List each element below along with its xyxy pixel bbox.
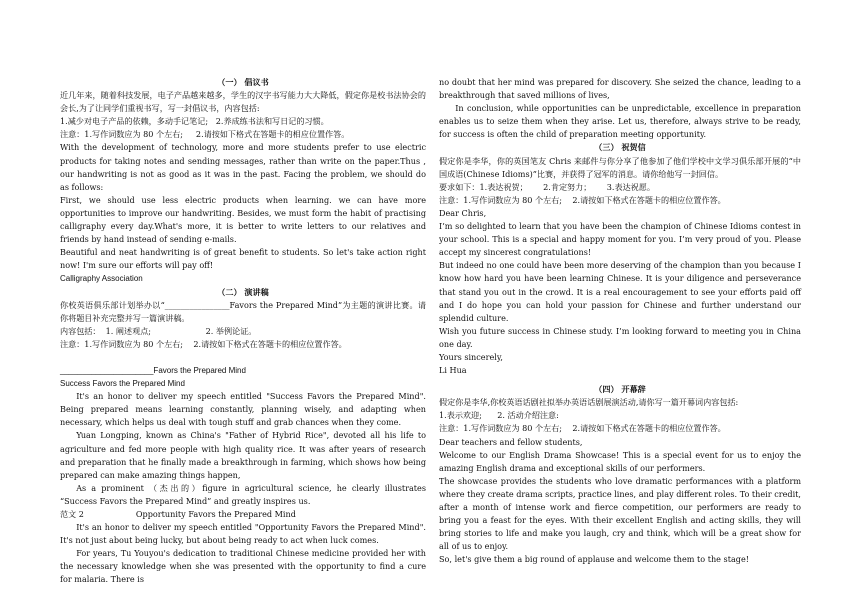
- note-1: 1.写作词数应为 80 个左右;: [463, 423, 563, 434]
- letter-signature: Li Hua: [439, 365, 467, 376]
- opening-salutation: Dear teachers and fellow students,: [439, 436, 583, 447]
- content-2: 2. 举例论证。: [205, 325, 257, 336]
- section-1-signature: Calligraphy Association: [60, 274, 143, 284]
- section-2-prompt: 你校英语俱乐部计划举办以“________________Favors the Prepared Mind”为主题的演讲比赛。请你将题目补充完整并写一篇演讲稿。: [60, 299, 426, 323]
- note-label: 注意：: [60, 338, 85, 349]
- section-1-para-1: With the development of technology, more and more students prefer to use electric products for taking notes and sending messages, rather than write on the paper.Thus , our handwriting is not as good as it was in the past. Facing the problem, we should do as follows:: [60, 142, 426, 192]
- section-1-points: [60, 115, 426, 128]
- sample-label: 范文 2: [60, 509, 84, 519]
- sample-title: Opportunity Favors the Prepared Mind: [135, 509, 296, 519]
- speech-2-para-1: It's an honor to deliver my speech entitled "Opportunity Favors the Prepared Mind". It's not just about being lucky, but about being ready to act when luck comes.: [60, 522, 426, 546]
- section-2-note: [60, 338, 426, 351]
- section-4-items: [439, 409, 801, 422]
- section-3-note: [439, 194, 801, 207]
- sample-2-title-line: [60, 508, 426, 521]
- section-1-para-3: Beautiful and neat handwriting is of great benefit to students. So let's take action right now! I'm sure our efforts will pay off!: [60, 247, 426, 271]
- section-4-note: [439, 422, 801, 435]
- point-1: 1.减少对电子产品的依赖，多动手记笔记;: [60, 116, 209, 127]
- item-1: 1.表示欢迎;: [439, 410, 482, 421]
- speech-2-para-2-cont: no doubt that her mind was prepared for discovery. She seized the chance, leading to a breakthrough that saved millions of lives,: [439, 77, 801, 101]
- opening-para-1: Welcome to our English Drama Showcase! This is a special event for us to enjoy the amazing English drama and exceptional skills of our performers.: [439, 449, 801, 473]
- section-1-note: [60, 128, 426, 141]
- speech-title-1: Success Favors the Prepared Mind: [60, 379, 185, 389]
- note-label: 注意：: [439, 423, 464, 434]
- section-1-prompt: 近几年来，随着科技发展，电子产品越来越多，学生的汉字书写能力大大降低，假定你是校书法协会的会长,为了让同学们重视书写，写一封倡议书，内容包括:: [60, 90, 426, 114]
- section-4-prompt: 假定你是李华,你校英语话剧社拟举办英语话剧展演活动,请你写一篇开幕词内容包括:: [439, 397, 739, 408]
- req-3: 3.表达祝愿。: [606, 181, 655, 192]
- req-1: 1.表达祝贺；: [479, 181, 528, 192]
- right-column: [439, 76, 801, 566]
- section-2-content: [60, 325, 426, 338]
- note-2: 2.请按如下格式在答题卡的相应位置作答。: [195, 129, 350, 140]
- content-1: 1. 阐述观点;: [105, 325, 152, 336]
- note-label: 注意：: [439, 194, 464, 205]
- letter-para-3: Wish you future success in Chinese study. I’m looking forward to meeting you in China one day.: [439, 325, 801, 349]
- speech-1-para-3: As a prominent （杰出的）figure in agricultural science, he clearly illustrates “Success Favors the Prepared Mind” and greatly inspires us.: [60, 482, 426, 506]
- note-1: 1.写作词数应为 80 个左右;: [84, 338, 184, 349]
- opening-para-3: So, let's give them a big round of applause and welcome them to the stage!: [439, 554, 749, 565]
- spacer: [60, 351, 426, 364]
- left-column: [60, 76, 426, 587]
- section-3-heading: （三） 祝贺信: [594, 142, 646, 153]
- letter-closing: Yours sincerely,: [439, 351, 503, 362]
- section-1-para-2: First, we should use less electric products when learning. we can have more opportunities to improve our handwriting. Besides, we must form the habit of practising calligraphy every day.What's more, it is better to write letters to our relatives and friends by hand instead of sending e-mails.: [60, 194, 426, 245]
- req-2: 2.肯定努力；: [543, 181, 592, 192]
- letter-salutation: Dear Chris,: [439, 207, 487, 218]
- note-1: 1.写作词数应为 80 个左右;: [463, 194, 563, 205]
- section-1-heading: （一） 倡议书: [217, 77, 269, 87]
- section-4-heading: （四） 开幕辞: [594, 384, 646, 395]
- req-label: 要求如下：: [439, 181, 480, 192]
- letter-para-1: I’m so delighted to learn that you have been the champion of Chinese Idioms contest in your school. This is a special and happy moment for you. I’m very proud of you. Please accept my sincerest congratulations!: [439, 221, 801, 258]
- opening-para-2: The showcase provides the students who love dramatic performances with a platform where they create drama scripts, practice lines, and play different roles. To their credit, after a month of intense work and fierce competition, our performers are ready to bring you a feast for the eyes. With their excellent English and acting skills, they will bring stories to life and make you laugh, cry and think, which will be a great show for all of us to enjoy.: [439, 475, 801, 552]
- content-label: 内容包括：: [60, 325, 101, 336]
- section-3-prompt: 假定你是李华，你的英国笔友 Chris 来邮件与你分享了他参加了他们学校中文学习俱乐部开展的“中国成语(Chinese Idioms)”比赛，并获得了冠军的消息。请你给他写一封回信。: [439, 155, 801, 179]
- note-2: 2.请按如下格式在答题卡的相应位置作答。: [572, 423, 726, 434]
- point-2: 2.养成练书法和写日记的习惯。: [215, 116, 329, 127]
- speech-2-para-2: For years, Tu Youyou's dedication to traditional Chinese medicine provided her with the necessary knowledge when she was presented with the opportunity to find a cure for malaria. There is: [60, 548, 426, 585]
- section-3-reqs: [439, 181, 801, 194]
- note-2: 2.请按如下格式在答题卡的相应位置作答。: [193, 338, 347, 349]
- section-2-heading: （二） 演讲稿: [217, 286, 269, 297]
- blank-title-line: _____________________Favors the Prepared Mind: [60, 365, 246, 375]
- note-1: 1.写作词数应为 80 个左右;: [84, 129, 184, 140]
- note-2: 2.请按如下格式在答题卡的相应位置作答。: [572, 194, 726, 205]
- speech-1-para-2: Yuan Longping, known as China's "Father of Hybrid Rice", devoted all his life to agriculture and fed more people with high quality rice. It was after years of research and preparation that he finally made a breakthrough in farming, which shows how being prepared can make amazing things happen,: [60, 430, 426, 480]
- item-2: 2. 活动介绍注意:: [497, 410, 559, 421]
- speech-2-para-3: In conclusion, while opportunities can be unpredictable, excellence in preparation enables us to seize them when they arise. Let us, therefore, always strive to be ready, for success is often the child of preparation meeting opportunity.: [439, 103, 801, 140]
- note-label: 注意：: [60, 129, 85, 140]
- speech-1-para-1: It's an honor to deliver my speech entitled "Success Favors the Prepared Mind". Being prepared means learning constantly, planning wisely, and adapting when necessary, which helps us deal with tough stuff and grab chances when they come.: [60, 391, 426, 428]
- letter-para-2: But indeed no one could have been more deserving of the champion than you because I know how hard you have been learning Chinese. It is your diligence and perseverance that stand you out in the crowd. It is a real encouragement to see your efforts paid off and I do hope you can hold your passion for Chinese and further understand our splendid culture.: [439, 260, 801, 323]
